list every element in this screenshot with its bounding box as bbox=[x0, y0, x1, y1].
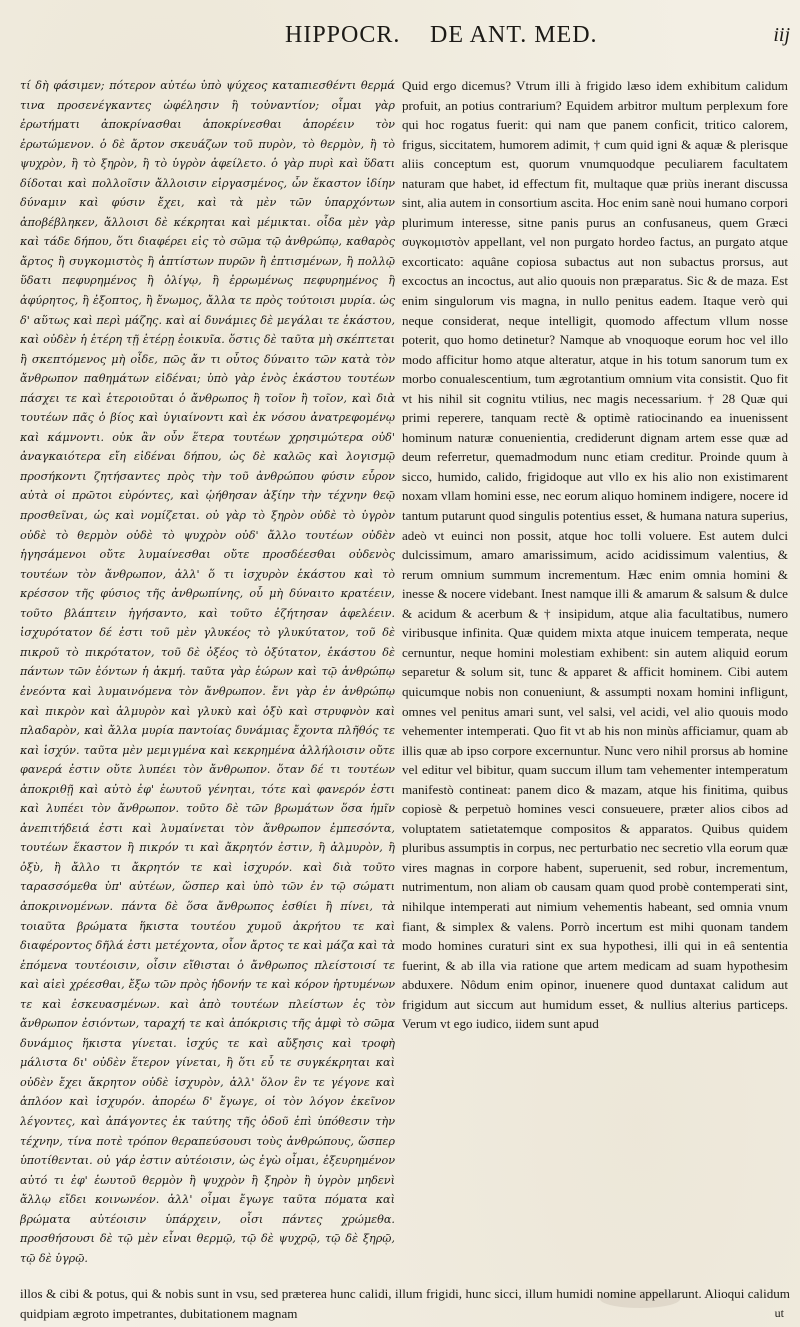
ink-stain bbox=[600, 1290, 680, 1308]
bottom-continuation-text: illos & cibi & potus, qui & nobis sunt in vsu, sed præterea hunc calidi, illum frigidi, hunc sicci, illum humidi nomine appellarunt. Alioqui calidum quidpiam ægroto impetrantes, dubitationem magnam bbox=[20, 1286, 790, 1321]
header-author: HIPPOCR. bbox=[285, 22, 401, 48]
catchword: ut bbox=[774, 1306, 784, 1320]
header-title: DE ANT. MED. bbox=[430, 22, 598, 48]
page-number: iij bbox=[773, 24, 790, 46]
latin-text: Quid ergo dicemus? Vtrum illi à frigido læso idem exhibitum calidum profuit, an potius contrarium? Equidem arbitror multum perplexum fore qui hoc rogatus fuerit: qui nam que panem conficit, tritico calorem, frigus, siccitatem, humorem adimit, † cum quid igni & aquæ & plerisque aliis conceptum est, quorum vnumquodque peculiarem facultatem naturam que habet, id effectum fit, multaque quæ priùs inerant discussa sint, alia autem in consortium ascita. Hoc enim sanè noui humano corpori plurimum interesse, sitne panis purus an confusaneus, quem Græci συγκομιστὸν appellant, vel non purgato hordeo factus, an purgato atque excorticato: aquâne copiosa subactus aut non subactus prorsus, aut excoctus an incoctus, aut alio quouis non præparatus. Sic & de maza. Est enim singulorum vis magna, in nullo penitus eadem. Itaque verò qui neque considerat, neque intelligit, quomodo affectum vllum nosse poterit, quo homo detinetur? Namque ab vnoquoque eorum hoc vel illo modo afficitur homo atque alteratur, atque in his totum sanorum tum ex morbo conualescentium, tum ægrotantium omnium vita consistit. Quo fit vt his nihil sit cognitu vtilius, nec magis necessarium. † 28 Quæ qui primi reperere, tanquam rectè & optimè ratiocinando ea inuenissent hominum naturæ conuenientia, crediderunt dignam artem esse quæ ad deum referretur, quemadmodum nunc etiam creditur. Proinde quum à sicco, humido, calido, frigidoque aut vllo ex his alio non existimarent noxam vllam homini esse, nec eorum aliquo hominem indigere, nocere id tantum putarunt quod singulis potentius esset, & humana natura superius, adeò vt euinci non possit, atque hoc tolli voluere. Est autem dulci dulcissimum, amaro amarissimum, acido acidissimum valentius, & rerum omnium summum incrementum. Hæc enim omnia homini & inesse & nocere videbant. Inest namque illi & amarum & salsum & dulce & acidum & acerbum & † insipidum, atque alia facultatibus, numero viribusque infinita. Quæ quidem mixta atque inuicem temperata, neque cernuntur, neque homini molestiam exhibent: sin autem aliquid eorum separetur & solum sit, tunc & apparet & afficit hominem. Cibi autem quicumque nobis non conueniunt, & assumpti noxam homini infligunt, omnes vel penitus amari sunt, vel salsi, vel acidi, vel alio quouis modo vehementer intemperati. Quo fit vt ab his non minùs afficiamur, quam ab illis quæ ab ipso corpore excernuntur. Nunc vero nihil prorsus ab homine vel editur vel bibitur, quam succum illum tam vehementer intemperatum manifestò contineat: panem dico & mazam, atque his finitima, quibus copiosè & perpetuò homines vesci consueuere, præter alios cibos ad voluptatem satietatemque compositos & apparatos. Quibus quidem pluribus assumptis in corpus, nec perturbatio nec secretio vlla eorum quæ vires magnas in corpore habent, superuenit, sed robur, incrementum, nutrimentum, non aliam ob causam quam quod probè contemperati sint, nihilque intemperati aut nimium vehementis habeant, sed omnia vnum fiant, & simplex & valens. Porrò incertum est mihi quonam tandem modo homines curaturi sint ex sua hypothesi, illi qui in eâ sententia fuerint, & ab illa via ratione que artem medicam ad suam hypothesim abduxere. Nôdum enim opinor, inuenere quod duntaxat calidum aut frigidum aut siccum aut humidum esset, & nullius alterius particeps. Verum vt ego iudico, iidem sunt apud bbox=[402, 78, 788, 1032]
greek-column bbox=[20, 76, 395, 1286]
greek-text: τί δὴ φάσιμεν; πότερον αὐτέω ὑπὸ ψύχεος καταπιεσθέντι θερμά τινα προσενέγκαντες ὠφέλησιν ἢ τοὐναντίον; οἶμαι γὰρ ἐρωτήματι ἀποκρίνασθαι ἀποκρίνεσθαι ἀπορέειν τὸν ἐρωτώμενον. ὁ δὲ ἄρτον σκευάζων τοῦ πυρὸν, τὸ θερμὸν, ἢ τὸ ψυχρὸν, ἢ τὸ ξηρὸν, ἢ τὸ ὑγρὸν ἀφείλετο. ὁ γὰρ πυρὶ καὶ ὕδατι δίδοται καὶ πολλοῖσιν ἄλλοισιν εἰργασμένος, ὧν ἕκαστον ἰδίην δύναμιν καὶ φύσιν ἔχει, καὶ τὰ μὲν τῶν ὑπαρχόντων ἀποβέβληκεν, ἄλλοισι δὲ κέκρηται καὶ μέμικται. οἶδα μὲν γὰρ καὶ τάδε δήπου, ὅτι διαφέρει εἰς τὸ σῶμα τῷ ἀνθρώπῳ, καθαρὸς ἄρτος ἢ συγκομιστὸς ἢ ἀπτίστων πυρῶν ἢ ἐπτισμένων, ἢ πολλῷ ὕδατι πεφυρημένος ἢ ὀλίγῳ, ἢ ἐρρωμένως πεφυρημένος ἢ ἀφύρητος, ἢ ἐξοπτος, ἢ ἔνωμος, ἄλλα τε πρὸς τούτοισι μυρία. ὡς δ' αὕτως καὶ περὶ μάζης. καὶ αἱ δυνάμιες δὲ μεγάλαι τε ἑκάστου, καὶ οὐδὲν ἡ ἑτέρη τῇ ἑτέρῃ ἐοικυῖα. ὅστις δὲ ταῦτα μὴ σκέπτεται ἢ σκεπτόμενος μὴ οἶδε, πῶς ἄν τι οὗτος δύναιτο τῶν κατὰ τὸν ἄνθρωπον παθημάτων εἰδέναι; ὑπὸ γὰρ ἑνὸς ἑκάστου τουτέων πάσχει τε καὶ ἑτεροιοῦται ὁ ἄνθρωπος ἢ τοῖον ἢ τοῖον, καὶ διὰ τουτέων πᾶς ὁ βίος καὶ ὑγιαίνοντι καὶ ἐκ νόσου ἀνατρεφομένῳ καὶ κάμνοντι. οὐκ ἂν οὖν ἕτερα τουτέων χρησιμώτερα οὐδ' ἀναγκαιότερα εἴη εἰδέναι δήπου, ὡς δὲ καλῶς καὶ λογισμῷ προσήκοντι ζητήσαντες πρὸς τὴν τοῦ ἀνθρώπου φύσιν εὗρον αὐτὰ οἱ πρῶτοι εὑρόντες, καὶ ᾠήθησαν ἀξίην τὴν τέχνην θεῷ προσθεῖναι, ὡς καὶ νομίζεται. οὐ γὰρ τὸ ξηρὸν οὐδὲ τὸ ὑγρὸν οὐδὲ τὸ θερμὸν οὐδὲ τὸ ψυχρὸν οὐδ' ἄλλο τουτέων οὐδὲν ἡγησάμενοι οὔτε λυμαίνεσθαι οὔτε προσδέεσθαι οὐδενὸς τουτέων τὸν ἄνθρωπον, ἀλλ' ὅ τι ἰσχυρὸν ἑκάστου καὶ τὸ κρέσσον τῆς φύσιος τῆς ἀνθρωπίνης, οὗ μὴ δύναιτο κρατέειν, τοῦτο βλάπτειν ἡγήσαντο, καὶ τοῦτο ἐζήτησαν ἀφελέειν. ἰσχυρότατον δέ ἐστι τοῦ μὲν γλυκέος τὸ γλυκύτατον, τοῦ δὲ πικροῦ τὸ πικρότατον, τοῦ δὲ ὀξέος τὸ ὀξύτατον, ἑκάστου δὲ πάντων τῶν ἐόντων ἡ ἀκμή. ταῦτα γὰρ ἑώρων καὶ τῷ ἀνθρώπῳ ἐνεόντα καὶ λυμαινόμενα τὸν ἄνθρωπον. ἔνι γὰρ ἐν ἀνθρώπῳ καὶ πικρὸν καὶ ἁλμυρὸν καὶ γλυκὺ καὶ ὀξὺ καὶ στρυφνὸν καὶ πλαδαρὸν, καὶ ἄλλα μυρία παντοίας δυνάμιας ἔχοντα πλῆθός τε καὶ ἰσχύν. ταῦτα μὲν μεμιγμένα καὶ κεκρημένα ἀλλήλοισιν οὔτε φανερά ἐστιν οὔτε λυπέει τὸν ἄνθρωπον. ὅταν δέ τι τουτέων ἀποκριθῇ καὶ αὐτὸ ἐφ' ἑωυτοῦ γένηται, τότε καὶ φανερόν ἐστι καὶ λυπέει τὸν ἄνθρωπον. τοῦτο δὲ τῶν βρωμάτων ὅσα ἡμῖν ἀνεπιτήδειά ἐστι καὶ λυμαίνεται τὸν ἄνθρωπον ἐμπεσόντα, τουτέων ἕκαστον ἢ πικρόν τι καὶ ἄκρητόν ἐστιν, ἢ ἁλμυρὸν, ἢ ὀξὺ, ἢ ἄλλο τι ἄκρητόν τε καὶ ἰσχυρόν. καὶ διὰ τοῦτο ταρασσόμεθα ὑπ' αὐτέων, ὥσπερ καὶ ὑπὸ τῶν ἐν τῷ σώματι ἀποκρινομένων. πάντα δὲ ὅσα ἄνθρωπος ἐσθίει ἢ πίνει, τὰ τοιαῦτα βρώματα ἥκιστα τουτέου χυμοῦ ἀκρήτου τε καὶ διαφέροντος δῆλά ἐστι μετέχοντα, οἷον ἄρτος τε καὶ μάζα καὶ τὰ ἑπόμενα τουτέοισιν, οἷσιν εἴθισται ὁ ἄνθρωπος πλείστοισί τε καὶ αἰεὶ χρέεσθαι, ἔξω τῶν πρὸς ἡδονήν τε καὶ κόρον ἠρτυμένων τε καὶ ἐσκευασμένων. καὶ ἀπὸ τουτέων πλείστων ἐς τὸν ἄνθρωπον ἐσιόντων, ταραχή τε καὶ ἀπόκρισις τῆς ἀμφὶ τὸ σῶμα δυνάμιος ἥκιστα γίνεται. ἰσχύς τε καὶ αὔξησις καὶ τροφὴ μάλιστα δι' οὐδὲν ἕτερον γίνεται, ἢ ὅτι εὖ τε συγκέκρηται καὶ οὐδὲν ἔχει ἄκρητον οὐδὲ ἰσχυρὸν, ἀλλ' ὅλον ἓν τε γέγονε καὶ ἁπλόον καὶ ἰσχυρόν. ἀπορέω δ' ἔγωγε, οἱ τὸν λόγον ἐκεῖνον λέγοντες, καὶ ἀπάγοντες ἐκ ταύτης τῆς ὁδοῦ ἐπὶ ὑπόθεσιν τὴν τέχνην, τίνα ποτὲ τρόπον θεραπεύσουσι τοὺς ἀνθρώπους, ὥσπερ ὑποτίθενται. οὐ γάρ ἐστιν αὐτέοισιν, ὡς ἐγὼ οἶμαι, ἐξευρημένον αὐτό τι ἐφ' ἑωυτοῦ θερμὸν ἢ ψυχρὸν ἢ ξηρὸν ἢ ὑγρὸν μηδενὶ ἄλλῳ εἴδει κοινωνέον. ἀλλ' οἶμαι ἔγωγε ταῦτα πόματα καὶ βρώματα αὐτέοισιν ὑπάρχειν, οἷσι πάντες χρώμεθα. προσθήσουσι δὲ τῷ μὲν εἶναι θερμῷ, τῷ δὲ ψυχρῷ, τῷ δὲ ξηρῷ, τῷ δὲ ὑγρῷ. bbox=[20, 79, 395, 1265]
running-header bbox=[0, 6, 800, 46]
latin-column bbox=[402, 76, 788, 1286]
